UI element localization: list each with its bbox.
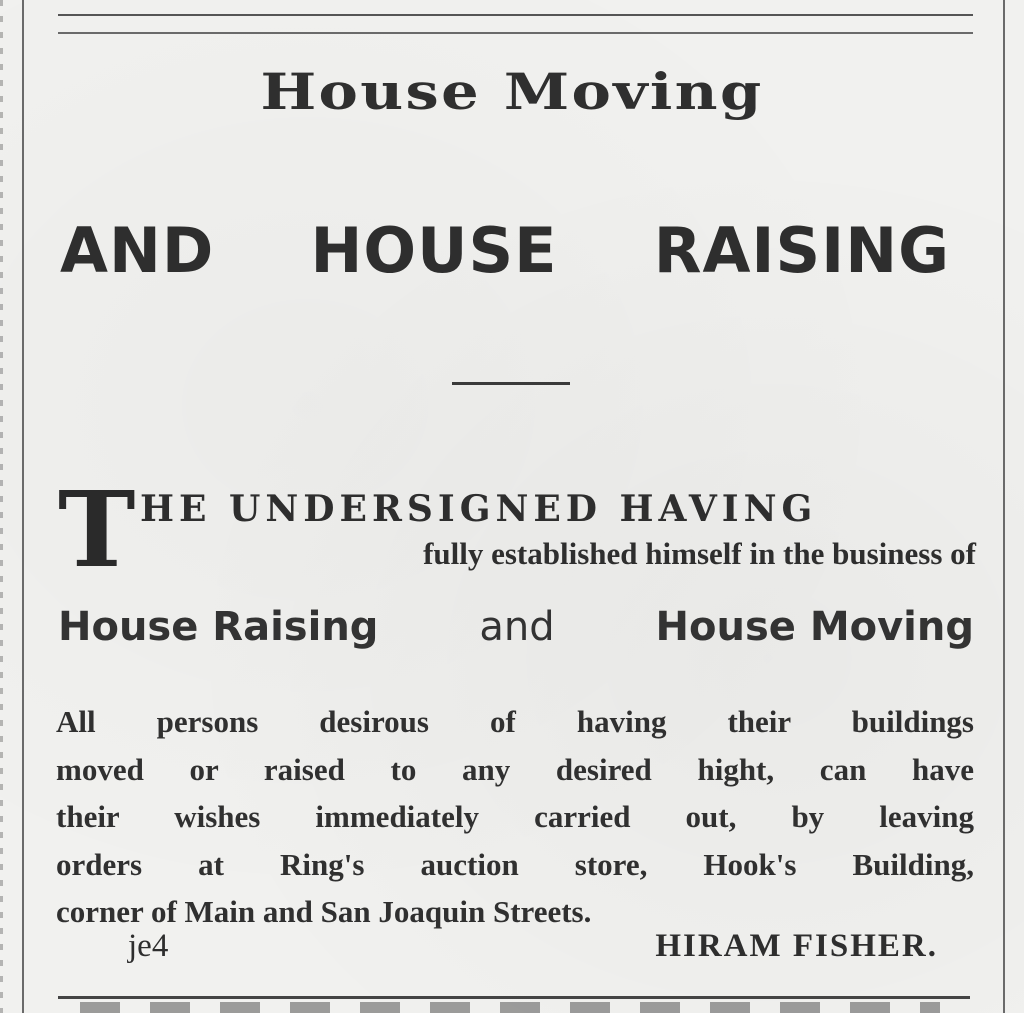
business-heading-and: and	[479, 604, 555, 650]
column-rule-right	[1003, 0, 1005, 1013]
business-heading-right: House Moving	[655, 604, 974, 650]
body-line: their wishes immediately carried out, by leaving	[56, 799, 974, 834]
ad-body-paragraph	[56, 698, 974, 936]
title-word: HOUSE	[310, 214, 558, 287]
business-heading-left: House Raising	[58, 604, 379, 650]
body-line: All persons desirous of having their buildings	[56, 704, 974, 739]
bottom-rule	[58, 996, 970, 999]
left-page-edge	[0, 0, 3, 1013]
column-rule-left	[22, 0, 24, 1013]
ad-title-house-moving: House Moving	[260, 62, 764, 121]
next-ad-fragment	[80, 1002, 940, 1013]
business-heading	[58, 604, 974, 650]
body-line: orders at Ring's auction store, Hook's Building,	[56, 846, 974, 882]
lead-continuation-text: fully established himself in the business of	[423, 536, 976, 571]
top-rule	[58, 14, 973, 16]
title-word: AND	[60, 214, 215, 287]
lead-caps-text: HE UNDERSIGNED HAVING	[140, 488, 818, 530]
title-word: RAISING	[653, 214, 950, 287]
section-divider	[452, 382, 570, 385]
ad-title-house-raising	[60, 214, 950, 287]
issue-code: je4	[128, 928, 169, 964]
body-line: corner of Main and San Joaquin Streets.	[56, 894, 592, 929]
body-line: moved or raised to any desired hight, can have	[56, 751, 974, 787]
advertiser-name: HIRAM FISHER.	[655, 928, 938, 964]
top-rule-secondary	[58, 32, 973, 34]
drop-cap: T	[58, 468, 136, 591]
signature-row	[128, 928, 938, 965]
